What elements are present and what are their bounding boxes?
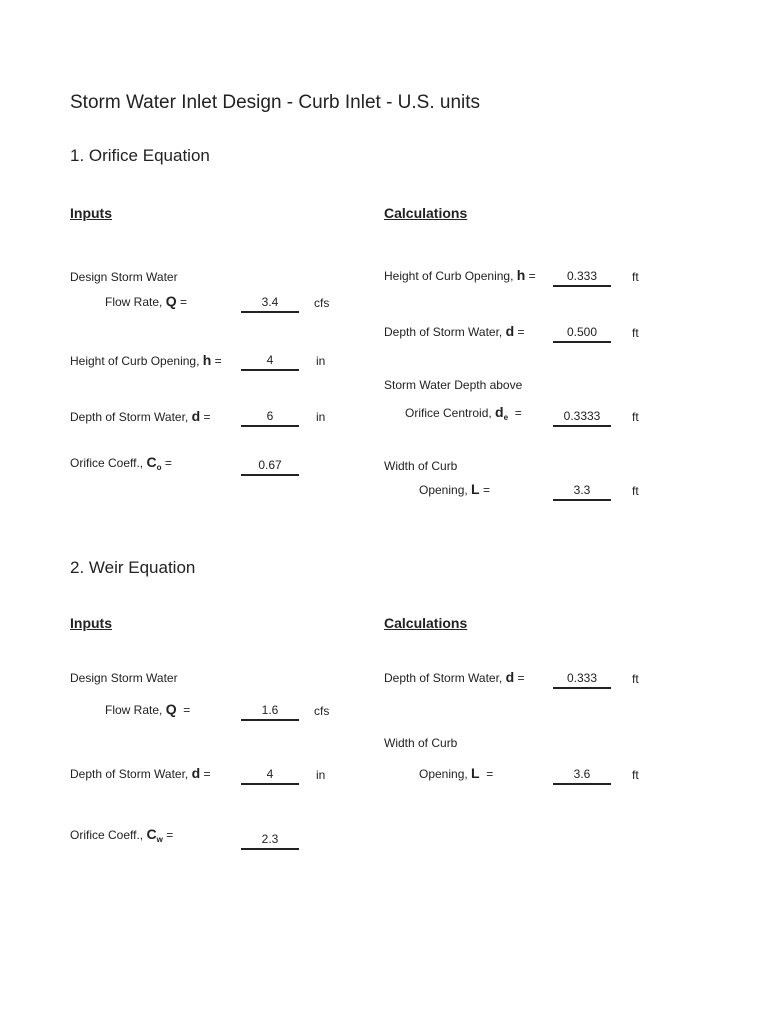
weir-calc-depth-label <box>384 670 525 685</box>
centroid-text: Orifice Centroid, <box>405 406 492 420</box>
equals-sign: = <box>486 767 494 781</box>
calc-centroid-cell[interactable]: 0.3333 <box>553 409 611 427</box>
coeff-text: Orifice Coeff., <box>70 828 144 842</box>
flow-rate-text: Flow Rate, <box>105 703 163 717</box>
weir-calc-width-line1: Width of Curb <box>384 736 458 750</box>
equals-sign: = <box>166 828 174 842</box>
equals-sign: = <box>517 325 525 339</box>
centroid-subscript: e <box>503 413 509 422</box>
orifice-depth-unit: in <box>316 410 326 424</box>
orifice-depth-cell[interactable]: 6 <box>241 409 299 427</box>
calc-width-unit: ft <box>632 484 639 498</box>
orifice-coeff-label <box>70 455 172 475</box>
calc-width-label <box>419 482 490 497</box>
orifice-flow-rate-label <box>105 294 187 309</box>
equals-sign: = <box>183 703 191 717</box>
depth-text: Depth of Storm Water, <box>70 767 189 781</box>
width-text: Opening, <box>419 483 468 497</box>
coeff-symbol: C <box>146 826 157 842</box>
depth-symbol: d <box>191 408 201 424</box>
weir-inputs-heading: Inputs <box>70 615 112 631</box>
calc-centroid-unit: ft <box>632 410 639 424</box>
coeff-subscript: o <box>156 463 162 472</box>
page-title: Storm Water Inlet Design - Curb Inlet - U.S. units <box>70 92 481 113</box>
orifice-design-storm-label: Design Storm Water <box>70 270 178 284</box>
equals-sign: = <box>203 767 211 781</box>
weir-calc-width-cell[interactable]: 3.6 <box>553 767 611 785</box>
equals-sign: = <box>214 354 222 368</box>
orifice-calcs-heading: Calculations <box>384 205 468 221</box>
calc-depth-cell[interactable]: 0.500 <box>553 325 611 343</box>
weir-depth-cell[interactable]: 4 <box>241 767 299 785</box>
calc-centroid-label <box>405 405 522 425</box>
weir-calcs-heading: Calculations <box>384 615 468 631</box>
equals-sign: = <box>164 456 172 470</box>
flow-symbol: Q <box>165 701 177 717</box>
equals-sign: = <box>514 406 522 420</box>
orifice-flow-rate-unit: cfs <box>314 296 330 310</box>
weir-flow-rate-label <box>105 702 190 717</box>
flow-rate-text: Flow Rate, <box>105 295 163 309</box>
height-text: Height of Curb Opening, <box>70 354 200 368</box>
orifice-inputs-heading: Inputs <box>70 205 112 221</box>
orifice-coeff-cell[interactable]: 0.67 <box>241 458 299 476</box>
width-text: Opening, <box>419 767 468 781</box>
equals-sign: = <box>179 295 187 309</box>
weir-flow-rate-cell[interactable]: 1.6 <box>241 703 299 721</box>
depth-text: Depth of Storm Water, <box>384 325 503 339</box>
depth-text: Depth of Storm Water, <box>70 410 189 424</box>
weir-depth-unit: in <box>316 768 326 782</box>
depth-symbol: d <box>191 765 201 781</box>
coeff-text: Orifice Coeff., <box>70 456 144 470</box>
weir-depth-label <box>70 766 211 781</box>
calc-height-cell[interactable]: 0.333 <box>553 269 611 287</box>
weir-calc-depth-cell[interactable]: 0.333 <box>553 671 611 689</box>
centroid-symbol: d <box>495 404 504 420</box>
orifice-flow-rate-cell[interactable]: 3.4 <box>241 295 299 313</box>
weir-coeff-label <box>70 827 173 847</box>
coeff-symbol: C <box>146 454 157 470</box>
calc-width-cell[interactable]: 3.3 <box>553 483 611 501</box>
depth-text: Depth of Storm Water, <box>384 671 503 685</box>
depth-symbol: d <box>505 669 515 685</box>
width-symbol: L <box>471 481 480 497</box>
equals-sign: = <box>482 483 490 497</box>
section-weir-heading: 2. Weir Equation <box>70 558 196 577</box>
weir-calc-width-label <box>419 766 493 781</box>
equals-sign: = <box>203 410 211 424</box>
width-symbol: L <box>471 765 480 781</box>
weir-flow-rate-unit: cfs <box>314 704 330 718</box>
equals-sign: = <box>528 269 536 283</box>
weir-design-storm-label: Design Storm Water <box>70 671 178 685</box>
calc-width-line1: Width of Curb <box>384 459 458 473</box>
calc-height-unit: ft <box>632 270 639 284</box>
weir-calc-width-unit: ft <box>632 768 639 782</box>
orifice-height-unit: in <box>316 354 326 368</box>
depth-symbol: d <box>505 323 515 339</box>
weir-coeff-cell[interactable]: 2.3 <box>241 832 299 850</box>
equals-sign: = <box>517 671 525 685</box>
calc-depth-label <box>384 324 525 339</box>
orifice-height-cell[interactable]: 4 <box>241 353 299 371</box>
height-text: Height of Curb Opening, <box>384 269 514 283</box>
orifice-depth-label <box>70 409 211 424</box>
height-symbol: h <box>516 267 526 283</box>
orifice-height-label <box>70 353 222 368</box>
calc-centroid-line1: Storm Water Depth above <box>384 378 523 392</box>
coeff-subscript: w <box>156 835 163 844</box>
calc-depth-unit: ft <box>632 326 639 340</box>
section-orifice-heading: 1. Orifice Equation <box>70 146 210 165</box>
calc-height-label <box>384 268 536 283</box>
flow-symbol: Q <box>165 293 177 309</box>
height-symbol: h <box>202 352 212 368</box>
weir-calc-depth-unit: ft <box>632 672 639 686</box>
